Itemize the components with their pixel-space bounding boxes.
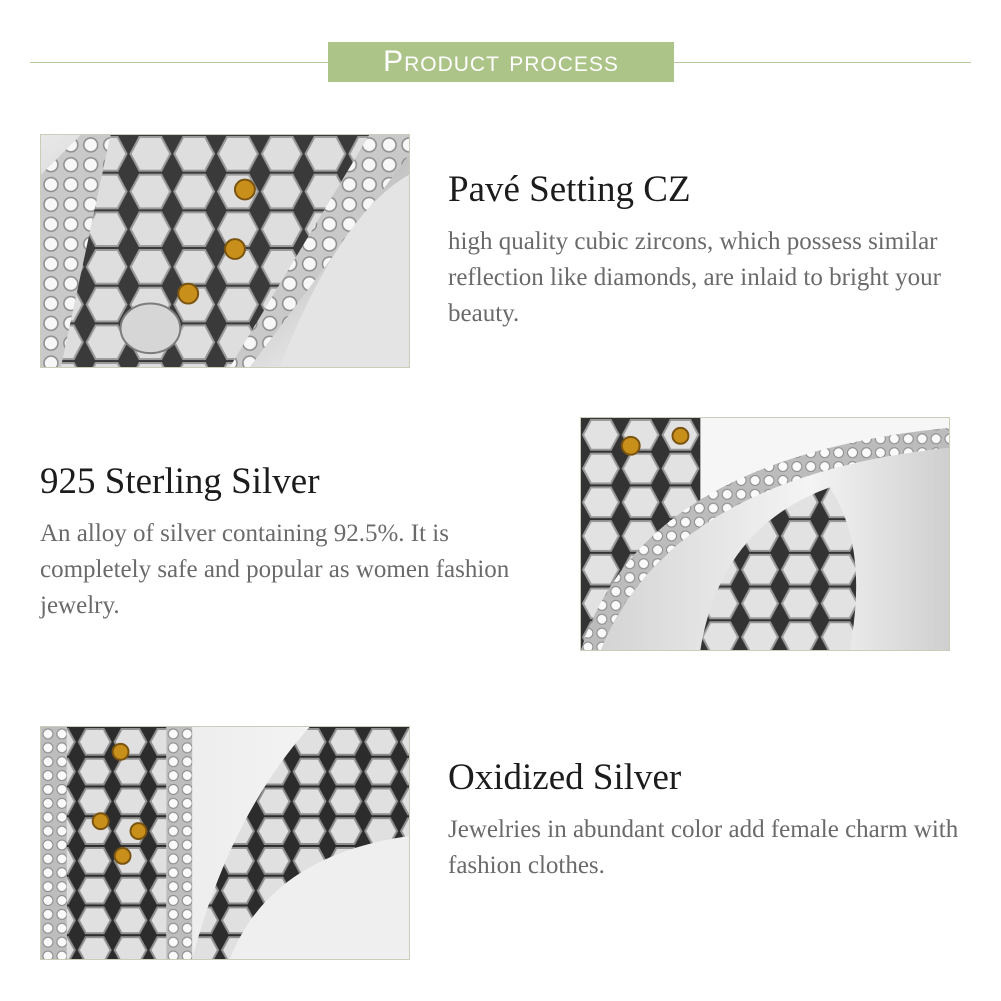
feature-pave-setting bbox=[448, 168, 968, 332]
feature-description: Jewelries in abundant color add female charm with fashion clothes. bbox=[448, 816, 959, 879]
feature-title: 925 Sterling Silver bbox=[40, 461, 320, 502]
header-divider-left bbox=[30, 62, 328, 63]
ring-band-photo bbox=[580, 417, 950, 651]
feature-oxidized-silver bbox=[448, 756, 968, 884]
feature-description: high quality cubic zircons, which possess similar reflection like diamonds, are inlaid to bright your beauty. bbox=[448, 228, 941, 327]
feature-title: Pavé Setting CZ bbox=[448, 169, 691, 210]
section-banner bbox=[328, 42, 674, 82]
ring-closeup-pave-photo bbox=[40, 134, 410, 368]
feature-description: An alloy of silver containing 92.5%. It is completely safe and popular as women fashion jewelry. bbox=[40, 520, 510, 619]
feature-sterling-silver bbox=[40, 460, 520, 624]
header-divider-right bbox=[674, 62, 971, 63]
ring-oxidized-photo bbox=[40, 726, 410, 960]
section-title: Product process bbox=[383, 45, 619, 78]
feature-title: Oxidized Silver bbox=[448, 757, 682, 798]
